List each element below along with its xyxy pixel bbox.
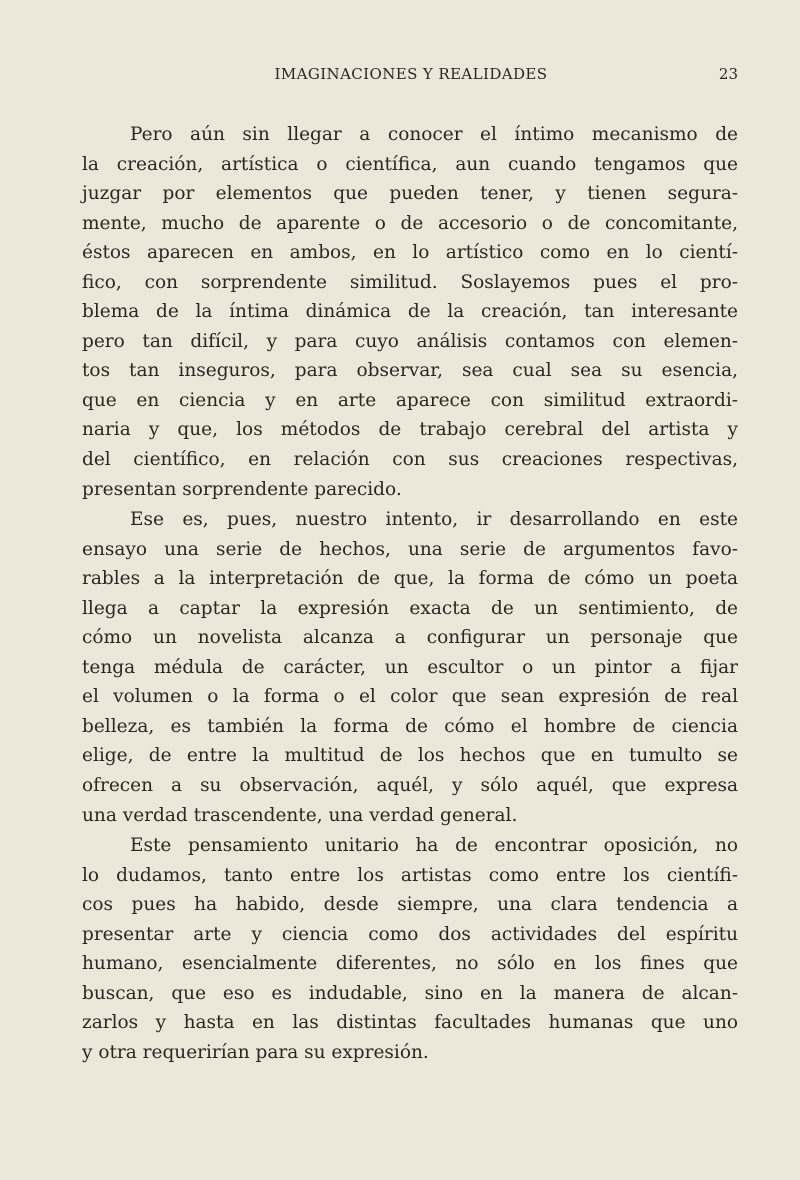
running-title: IMAGINACIONES Y REALIDADES — [274, 65, 548, 83]
running-header — [84, 62, 738, 86]
text-line: tos tan inseguros, para observar, sea cual sea su esencia, — [82, 360, 738, 382]
text-line: tenga médula de carácter, un escultor o un pintor a fijar — [82, 656, 738, 678]
text-line: elige, de entre la multitud de los hechos que en tumulto se — [82, 745, 738, 767]
text-line: Pero aún sin llegar a conocer el íntimo mecanismo de — [130, 124, 738, 145]
text-line: ofrecen a su observación, aquél, y sólo aquél, que expresa — [82, 775, 738, 797]
text-line: zarlos y hasta en las distintas facultades humanas que uno — [82, 1012, 738, 1034]
text-line: del científico, en relación con sus creaciones respectivas, — [82, 449, 738, 471]
body-text — [82, 120, 738, 1069]
text-line: Este pensamiento unitario ha de encontrar oposición, no — [130, 835, 738, 857]
text-line: lo dudamos, tanto entre los artistas como entre los científi- — [82, 864, 738, 886]
paragraph — [82, 831, 738, 1067]
text-line: el volumen o la forma o el color que sean expresión de real — [82, 686, 738, 708]
text-line: Ese es, pues, nuestro intento, ir desarrollando en este — [130, 509, 738, 531]
text-line: rables a la interpretación de que, la forma de cómo un poeta — [82, 568, 738, 590]
text-line: presentan sorprendente parecido. — [82, 478, 402, 500]
text-line: humano, esencialmente diferentes, no sólo en los fines que — [82, 953, 738, 975]
text-line: éstos aparecen en ambos, en lo artístico como en lo cientí- — [82, 242, 738, 264]
text-line: cómo un novelista alcanza a configurar un personaje que — [82, 627, 738, 649]
text-line: y otra requerirían para su expresión. — [82, 1041, 429, 1063]
page-number: 23 — [718, 65, 738, 83]
paragraph — [82, 505, 738, 830]
text-line: fico, con sorprendente similitud. Soslayemos pues el pro- — [82, 271, 738, 293]
text-line: juzgar por elementos que pueden tener, y tienen segura- — [82, 183, 738, 205]
text-line: que en ciencia y en arte aparece con similitud extraordi- — [82, 389, 738, 411]
text-line: cos pues ha habido, desde siempre, una clara tendencia a — [82, 894, 738, 916]
text-line: ensayo una serie de hechos, una serie de argumentos favo- — [82, 538, 738, 560]
text-line: belleza, es también la forma de cómo el hombre de ciencia — [82, 715, 738, 737]
text-line: presentar arte y ciencia como dos actividades del espíritu — [82, 923, 738, 945]
text-line: mente, mucho de aparente o de accesorio o de concomitante, — [82, 212, 738, 234]
text-line: la creación, artística o científica, aun cuando tengamos que — [82, 153, 738, 175]
text-line: pero tan difícil, y para cuyo análisis contamos con elemen- — [82, 330, 738, 352]
text-line: blema de la íntima dinámica de la creación, tan interesante — [82, 301, 738, 323]
paragraph — [82, 120, 738, 504]
text-line: naria y que, los métodos de trabajo cerebral del artista y — [82, 419, 738, 441]
text-line: buscan, que eso es indudable, sino en la manera de alcan- — [82, 982, 738, 1004]
text-line: llega a captar la expresión exacta de un sentimiento, de — [82, 597, 738, 619]
text-line: una verdad trascendente, una verdad general. — [82, 804, 518, 826]
